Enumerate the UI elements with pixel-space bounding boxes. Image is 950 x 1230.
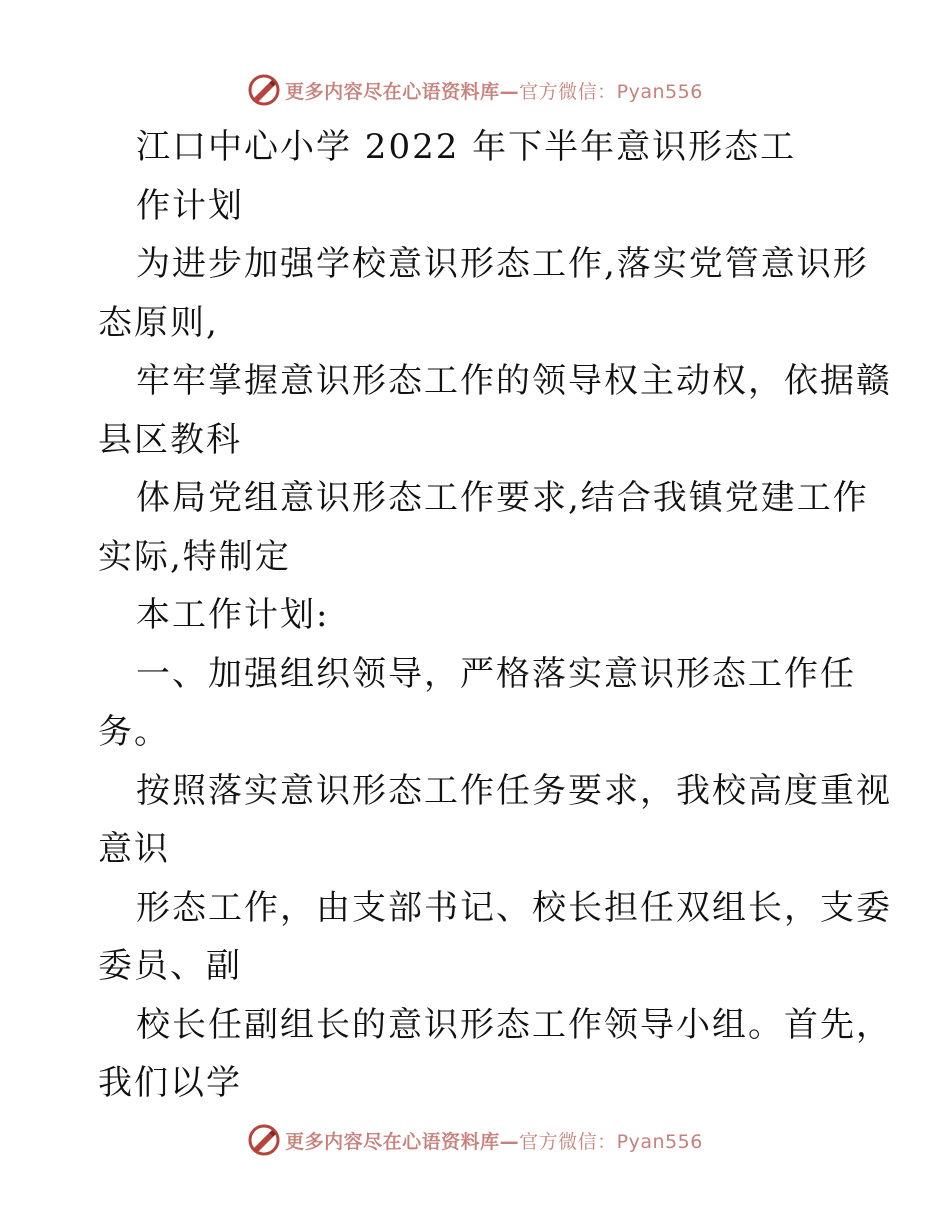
text-line: 意识 bbox=[98, 829, 170, 869]
document-body bbox=[98, 118, 892, 1113]
text-line: 态原则, bbox=[98, 302, 219, 343]
text-line: 牢牢掌握意识形态工作的领导权主动权，依据赣 bbox=[136, 361, 892, 401]
text-line: 校长任副组长的意识形态工作领导小组。首先， bbox=[136, 1004, 892, 1045]
pen-badge-icon bbox=[247, 73, 281, 107]
text-line: 本工作计划: bbox=[136, 595, 330, 635]
watermark-text: 更多内容尽在心语资料库—官方微信：Pyan556 bbox=[285, 80, 703, 103]
watermark-banner-bottom bbox=[0, 1120, 950, 1160]
text-line: 我们以学 bbox=[98, 1063, 242, 1103]
text-line: 体局党组意识形态工作要求,结合我镇党建工作 bbox=[136, 478, 869, 518]
watermark-text: 更多内容尽在心语资料库—官方微信：Pyan556 bbox=[285, 1130, 703, 1153]
text-line: 形态工作，由支部书记、校长担任双组长，支委 bbox=[136, 887, 892, 928]
text-line: 江口中心小学 2022 年下半年意识形态工 bbox=[136, 127, 797, 167]
text-line: 一、加强组织领导，严格落实意识形态工作任 bbox=[136, 653, 856, 694]
text-line: 县区教科 bbox=[98, 419, 242, 460]
text-line: 按照落实意识形态工作任务要求，我校高度重视 bbox=[136, 770, 892, 811]
pen-badge-icon bbox=[247, 1123, 281, 1157]
text-line: 作计划 bbox=[136, 185, 244, 226]
text-line: 务。 bbox=[98, 712, 170, 752]
text-line: 为进步加强学校意识形态工作,落实党管意识形 bbox=[136, 244, 869, 284]
text-line: 委员、副 bbox=[98, 946, 242, 986]
text-line: 实际,特制定 bbox=[98, 536, 291, 577]
watermark-banner-top bbox=[0, 70, 950, 110]
